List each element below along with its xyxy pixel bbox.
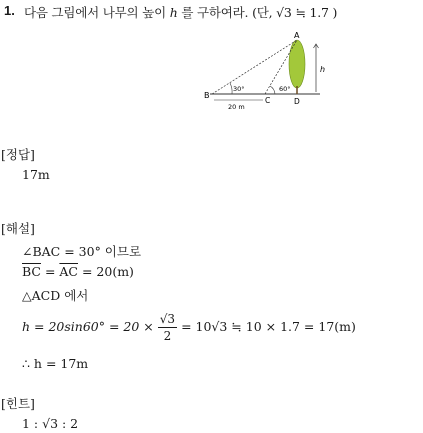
- explanation-line-3: △ACD 에서: [22, 288, 89, 303]
- label-h: h: [320, 65, 326, 74]
- answer-heading: [정답]: [1, 147, 35, 162]
- question-text-before: 다음 그림에서 나무의 높이: [24, 5, 170, 20]
- fraction-numerator: √3: [159, 312, 176, 326]
- angle-arc-B: [230, 83, 232, 94]
- tree-crown: [289, 40, 305, 88]
- label-D: D: [294, 97, 300, 106]
- angle-arc-C: [270, 86, 275, 94]
- angle-label-C: 60°: [279, 85, 291, 93]
- segment-BC: $\overline{BC}$: [22, 264, 41, 279]
- explanation-line-4: [22, 313, 356, 342]
- explanation-line-5: ∴ h = 17m: [22, 356, 89, 371]
- fraction-denominator: 2: [163, 329, 172, 343]
- fraction-sqrt3-over-2: [158, 313, 177, 342]
- label-C: C: [265, 96, 271, 105]
- formula-right: = 10√3 ≒ 10 × 1.7 = 17(m): [181, 319, 356, 334]
- question-text-after: 를 구하여라. (단, √3 ≒ 1.7 ): [177, 5, 338, 20]
- label-A: A: [294, 31, 300, 40]
- explanation-line-1: ∠BAC = 30° 이므로: [22, 244, 142, 259]
- label-B: B: [204, 91, 210, 100]
- explanation-line-2: [22, 264, 134, 279]
- question-h-variable: h: [169, 5, 178, 20]
- angle-label-B: 30°: [233, 85, 245, 93]
- question-text: [24, 3, 337, 21]
- hint-heading: [힌트]: [1, 396, 35, 411]
- length-value: = 20(m): [78, 264, 134, 279]
- length-label-BC: 20 m: [228, 103, 245, 111]
- eq-sign: =: [40, 264, 60, 279]
- hint-value: 1 : √3 : 2: [22, 416, 79, 431]
- tree-figure: [200, 30, 335, 112]
- question-number: 1.: [4, 3, 15, 18]
- answer-value: 17m: [22, 167, 50, 182]
- explanation-heading: [해설]: [1, 221, 35, 236]
- segment-AC: $\overline{AC}$: [59, 264, 78, 279]
- formula-left: h = 20sin60° = 20 ×: [22, 319, 154, 334]
